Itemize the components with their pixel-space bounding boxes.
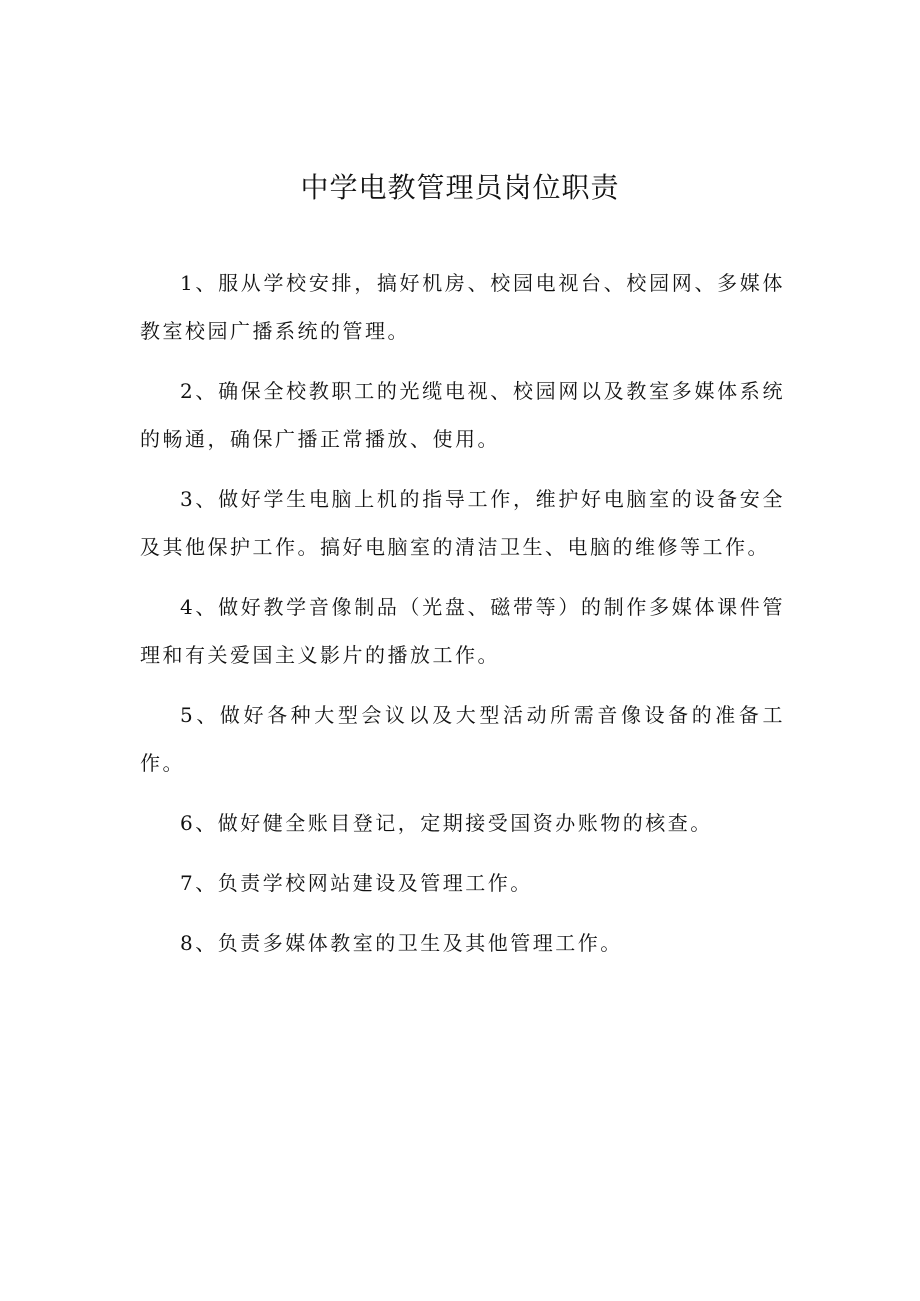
duty-list: [140, 259, 785, 979]
duty-item-5: 5、做好各种大型会议以及大型活动所需音像设备的准备工作。: [140, 703, 785, 775]
duty-item-6: 6、做好健全账目登记，定期接受国资办账物的核查。: [180, 811, 713, 835]
duty-item-1: 1、服从学校安排，搞好机房、校园电视台、校园网、多媒体教室校园广播系统的管理。: [140, 271, 785, 343]
duty-item-4: 4、做好教学音像制品（光盘、磁带等）的制作多媒体课件管理和有关爱国主义影片的播放工作。: [140, 595, 785, 667]
duty-item-3: 3、做好学生电脑上机的指导工作，维护好电脑室的设备安全及其他保护工作。搞好电脑室的清洁卫生、电脑的维修等工作。: [140, 487, 785, 559]
duty-item-7: 7、负责学校网站建设及管理工作。: [180, 871, 533, 895]
page-title: 中学电教管理员岗位职责: [300, 171, 620, 204]
duty-item-8: 8、负责多媒体教室的卫生及其他管理工作。: [180, 931, 623, 955]
duty-item-2: 2、确保全校教职工的光缆电视、校园网以及教室多媒体系统的畅通，确保广播正常播放、使用。: [140, 379, 785, 451]
